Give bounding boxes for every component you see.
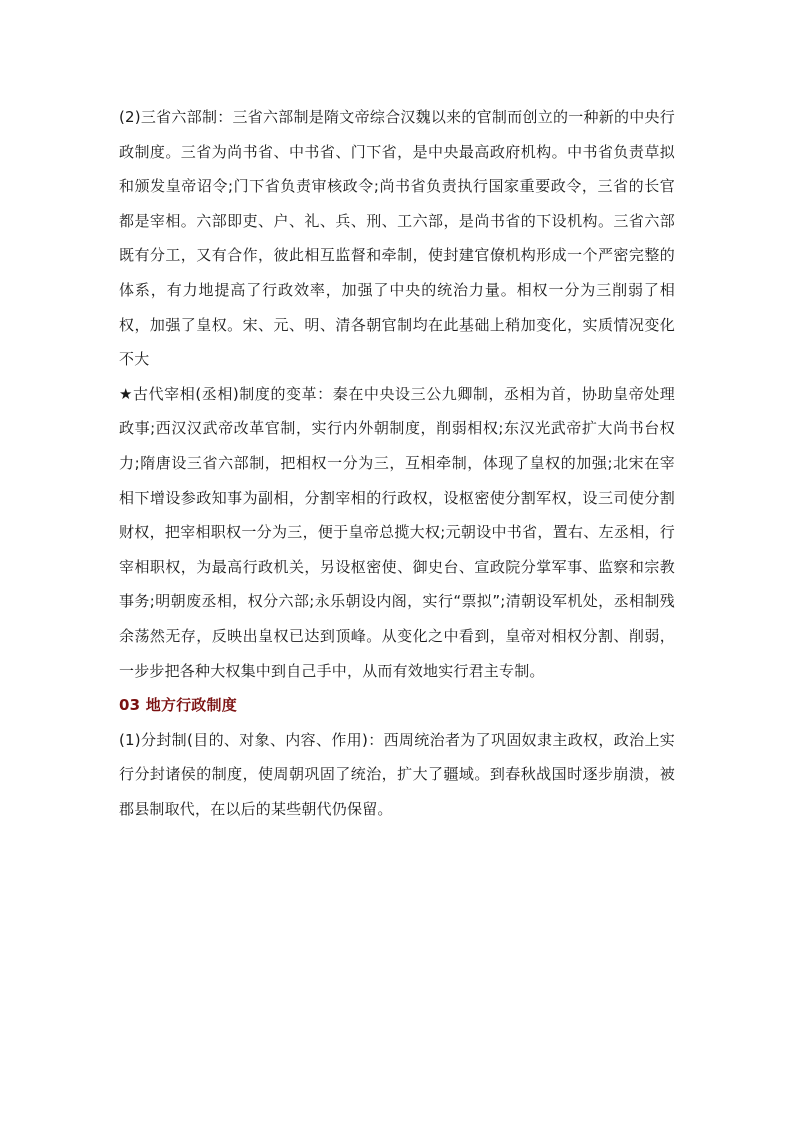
paragraph-three-departments-six-ministries: (2)三省六部制：三省六部制是隋文帝综合汉魏以来的官制而创立的一种新的中央行政制度。三省为尚书省、中书省、门下省，是中央最高政府机构。中书省负责草拟和颁发皇帝诏令;门下省负责审核政令;尚书省负责执行国家重要政令，三省的长官都是宰相。六部即吏、户、礼、兵、刑、工六部，是尚书省的下设机构。三省六部既有分工，又有合作，彼此相互监督和牵制，使封建官僚机构形成一个严密完整的体系，有力地提高了行政效率，加强了中央的统治力量。相权一分为三削弱了相权，加强了皇权。宋、元、明、清各朝官制均在此基础上稍加变化，实质情况变化不大 <box>119 108 675 369</box>
document-body <box>119 100 675 826</box>
paragraph-prime-minister-evolution: ★古代宰相(丞相)制度的变革：秦在中央设三公九卿制，丞相为首，协助皇帝处理政事;西汉汉武帝改革官制，实行内外朝制度，削弱相权;东汉光武帝扩大尚书台权力;隋唐设三省六部制，把相权一分为三，互相牵制，体现了皇权的加强;北宋在宰相下增设参政知事为副相，分割宰相的行政权，设枢密使分割军权，设三司使分割财权，把宰相职权一分为三，便于皇帝总揽大权;元朝设中书省，置右、左丞相，行宰相职权，为最高行政机关，另设枢密使、御史台、宣政院分掌军事、监察和宗教事务;明朝废丞相，权分六部;永乐朝设内阁，实行“票拟”;清朝设军机处，丞相制残余荡然无存，反映出皇权已达到顶峰。从变化之中看到，皇帝对相权分割、削弱，一步步把各种大权集中到自己手中，从而有效地实行君主专制。 <box>119 384 675 680</box>
paragraph-enfeoffment-system: (1)分封制(目的、对象、内容、作用)：西周统治者为了巩固奴隶主政权，政治上实行分封诸侯的制度，使周朝巩固了统治，扩大了疆域。到春秋战国时逐步崩溃，被郡县制取代，在以后的某些朝代仍保留。 <box>119 730 675 818</box>
section-heading-local-administration: 03 地方行政制度 <box>119 696 237 715</box>
